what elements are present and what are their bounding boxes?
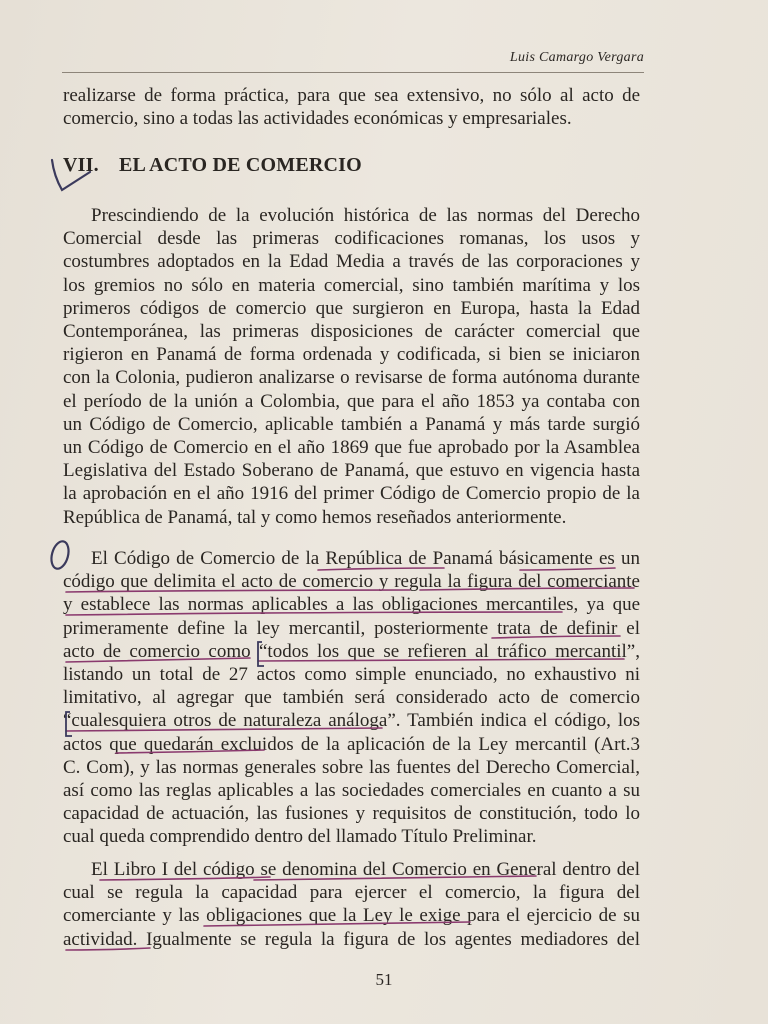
text-line: acto de comercio como “todos los que se refieren al tráfico mercantil”,: [63, 640, 640, 662]
text-line: primeramente define la ley mercantil, posteriormente trata de definir el: [63, 617, 640, 639]
text-line: Contemporánea, las primeras disposiciones de carácter comercial que: [63, 321, 640, 343]
text-line: comercio, sino a todas las actividades económicas y empresariales.: [63, 108, 572, 130]
intro-text: [63, 84, 640, 130]
text-line: C. Com), y las normas generales sobre las fuentes del Derecho Comercial,: [63, 756, 640, 778]
text-line: realizarse de forma práctica, para que sea extensivo, no sólo al acto de: [63, 85, 640, 106]
section-heading: [63, 154, 362, 177]
section-title: EL ACTO DE COMERCIO: [119, 154, 362, 176]
text-line: con la Colonia, pudieron analizarse o revisarse de forma autónoma durante: [63, 367, 640, 389]
text-line: actos que quedarán excluidos de la aplicación de la Ley mercantil (Art.3: [63, 733, 640, 755]
text-line: capacidad de actuación, las fusiones y requisitos de constitución, todo lo: [63, 803, 640, 825]
text-line: Legislativa del Estado Soberano de Panamá, que estuvo en vigencia hasta: [63, 460, 640, 482]
text-line: un Código de Comercio en el año 1869 que fue aprobado por la Asamblea: [63, 437, 640, 459]
page-number: 51: [375, 970, 393, 989]
text-line: así como las reglas aplicables a las sociedades comerciales en cuanto a su: [63, 780, 640, 802]
text-line: y establece las normas aplicables a las obligaciones mercantiles, ya que: [63, 594, 640, 616]
text-line: limitativo, al agregar que también será considerado acto de comercio: [63, 687, 640, 709]
text-line: costumbres adoptados en la Edad Media a través de las corporaciones y: [63, 251, 640, 273]
text-line: listando un total de 27 actos como simple enunciado, no exhaustivo ni: [63, 664, 640, 686]
text-line: primeros códigos de comercio que surgieron en Europa, hasta la Edad: [63, 297, 640, 319]
text-line: un Código de Comercio, aplicable también a Panamá y más tarde surgió: [63, 413, 640, 435]
text-line: rigieron en Panamá de forma ordenada y codificada, si bien se iniciaron: [63, 344, 640, 366]
paragraph-2: [63, 547, 640, 849]
text-line: el período de la unión a Colombia, que para el año 1853 ya contaba con: [63, 390, 640, 412]
paragraph-1: [63, 204, 640, 529]
text-line: Prescindiendo de la evolución histórica de las normas del Derecho: [91, 205, 640, 226]
header-rule: [62, 72, 644, 73]
running-head: Luis Camargo Vergara: [509, 50, 644, 65]
text-line: comerciante y las obligaciones que la Ley le exige para el ejercicio de su: [63, 905, 640, 927]
text-line: El Código de Comercio de la República de Panamá básicamente es un: [91, 548, 640, 569]
paragraph-3: [63, 858, 640, 951]
text-line: República de Panamá, tal y como hemos reseñados anteriormente.: [63, 506, 567, 528]
text-line: cual se regula la capacidad para ejercer el comercio, la figura del: [63, 882, 640, 904]
section-number: VII.: [63, 154, 99, 176]
text-line: “cualesquiera otros de naturaleza análoga”. También indica el código, los: [63, 710, 640, 732]
text-line: código que delimita el acto de comercio y regula la figura del comerciante: [63, 571, 640, 593]
text-line: los gremios no sólo en materia comercial, sino también marítima y los: [63, 274, 640, 296]
text-line: actividad. Igualmente se regula la figura de los agentes mediadores del: [63, 928, 640, 950]
text-line: Comercial desde las primeras codificaciones romanas, los usos y: [63, 228, 640, 250]
text-line: la aprobación en el año 1916 del primer Código de Comercio propio de la: [63, 483, 640, 505]
text-line: cual queda comprendido dentro del llamado Título Preliminar.: [63, 826, 537, 848]
text-line: El Libro I del código se denomina del Comercio en General dentro del: [91, 859, 640, 880]
